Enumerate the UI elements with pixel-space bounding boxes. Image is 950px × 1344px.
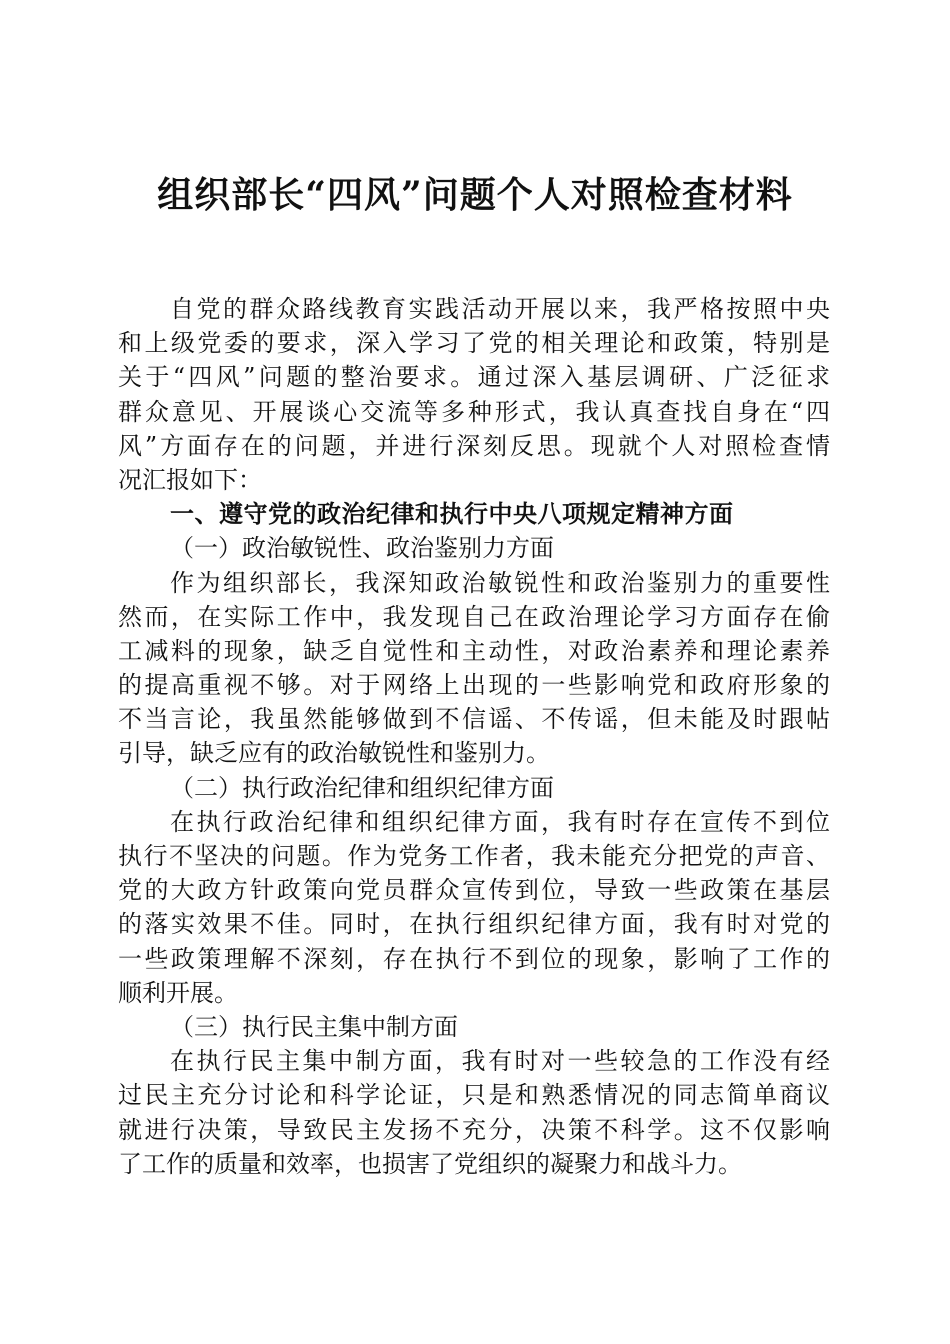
text-line: 执行不坚决的问题。作为党务工作者，我未能充分把党的声音、 [118,842,830,870]
document-body [118,292,830,1181]
text-line: 群众意见、开展谈心交流等多种形式，我认真查找自身在“四 [118,397,830,426]
section-heading: 一、遵守党的政治纪律和执行中央八项规定精神方面 [170,500,734,529]
subsection-paragraph [118,1044,830,1181]
subsection-heading: （二）执行政治纪律和组织纪律方面 [170,773,554,802]
subsection-heading: （一）政治敏锐性、政治鉴别力方面 [170,534,554,563]
text-line: 风”方面存在的问题，并进行深刻反思。现就个人对照检查情 [118,431,830,460]
text-line: 的落实效果不佳。同时，在执行组织纪律方面，我有时对党的 [118,910,830,939]
text-line: 引导，缺乏应有的政治敏锐性和鉴别力。 [118,739,550,768]
text-line: 关于“四风”问题的整治要求。通过深入基层调研、广泛征求 [118,363,830,392]
text-line: 况汇报如下： [118,465,262,494]
subsection-paragraph [118,805,830,1010]
text-line: 过民主充分讨论和科学论证，只是和熟悉情况的同志简单商议 [118,1081,830,1110]
subsection-heading: （三）执行民主集中制方面 [170,1012,458,1041]
page-title: 组织部长“四风”问题个人对照检查材料 [157,174,793,216]
intro-paragraph [118,292,830,497]
text-line: 顺利开展。 [118,978,238,1007]
text-line: 自党的群众路线教育实践活动开展以来，我严格按照中央 [170,295,830,323]
text-line: 一些政策理解不深刻，存在执行不到位的现象，影响了工作的 [118,944,830,973]
text-line: 在执行政治纪律和组织纪律方面，我有时存在宣传不到位 [170,807,830,836]
text-line: 不当言论，我虽然能够做到不信谣、不传谣，但未能及时跟帖 [118,705,830,734]
text-line: 作为组织部长，我深知政治敏锐性和政治鉴别力的重要性 [170,568,830,597]
text-line: 在执行民主集中制方面，我有时对一些较急的工作没有经 [170,1047,830,1076]
subsection-paragraph [118,566,830,771]
text-line: 和上级党委的要求，深入学习了党的相关理论和政策，特别是 [118,329,830,358]
text-line: 工减料的现象，缺乏自觉性和主动性，对政治素养和理论素养 [118,636,830,665]
text-line: 党的大政方针政策向党员群众宣传到位，导致一些政策在基层 [118,876,830,905]
text-line: 就进行决策，导致民主发扬不充分，决策不科学。这不仅影响 [118,1115,830,1144]
text-line: 的提高重视不够。对于网络上出现的一些影响党和政府形象的 [118,671,830,700]
text-line: 然而，在实际工作中，我发现自己在政治理论学习方面存在偷 [118,602,830,631]
text-line: 了工作的质量和效率，也损害了党组织的凝聚力和战斗力。 [118,1149,742,1178]
